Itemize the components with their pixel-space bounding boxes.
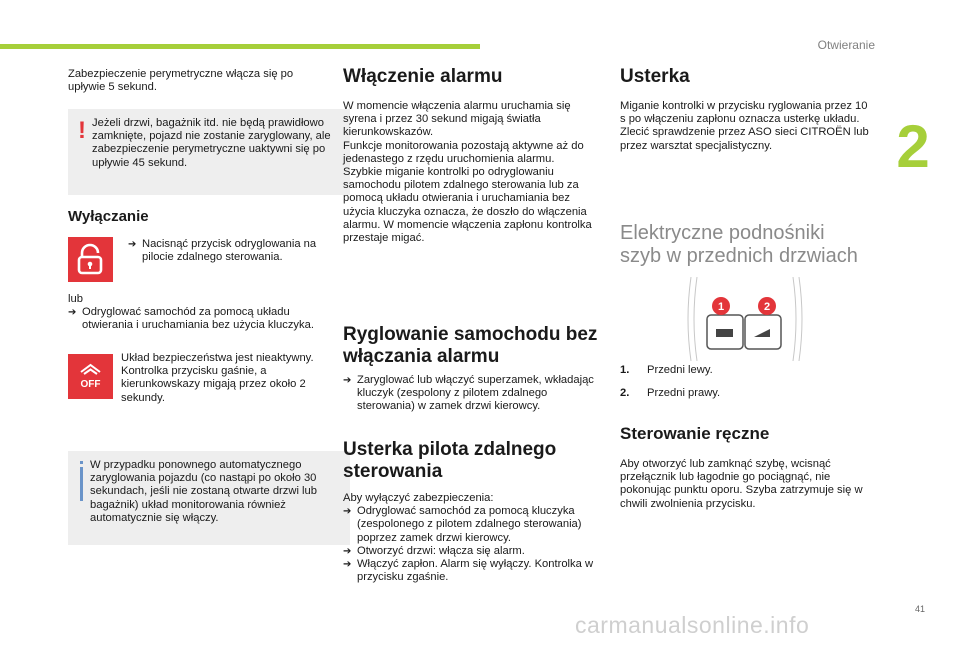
fault-text: Miganie kontrolki w przycisku ryglowania przez 10 s po włączeniu zapłonu oznacza usterkę układu. Zlecić sprawdzenie przez ASO sieci CITROËN lub przez warsztat specjalistyczny. — [620, 100, 869, 152]
off-text: Układ bezpieczeństwa jest nieaktywny. Kontrolka przycisku gaśnie, a kierunkowskazy migają przez około 2 sekundy. — [121, 352, 314, 404]
legend-item: 2. Przedni prawy. — [620, 387, 721, 399]
svg-text:OFF: OFF — [80, 379, 101, 390]
bullet-arrow-icon: ➔ — [343, 559, 352, 571]
unlock-padlock-icon — [68, 237, 113, 282]
page-number: 41 — [914, 604, 925, 614]
chapter-number: 2 — [896, 113, 930, 180]
window-switch-icon — [683, 277, 807, 361]
warning-box — [68, 109, 350, 195]
section-name: Otwieranie — [817, 38, 875, 52]
bullet-arrow-icon: ➔ — [128, 239, 137, 250]
lock-title: Ryglowanie samochodu bez włączania alarmu — [343, 324, 598, 367]
remote-title: Usterka pilota zdalnego sterowania — [343, 439, 557, 482]
remote-section: Aby wyłączyć zabezpieczenia: ➔ Odryglować samochód za pomocą kluczyka (zespolonego z pilotem zdalnego sterowania) poprzez zamek drzwi kierowcy. ➔ Otworzyć drzwi: włącza się alarm. ➔ Włączyć zapłon. Alarm się wyłączy. Kontrolka w przycisku zgaśnie. — [343, 492, 599, 584]
watermark: carmanualsonline.info — [575, 612, 810, 638]
remote-step: ➔ Włączyć zapłon. Alarm się wyłączy. Kontrolka w przycisku zgaśnie. — [343, 558, 594, 584]
lock-step: ➔ Zaryglować lub włączyć superzamek, wkładając kluczyk (zespolony z pilotem zdalnego sterowania) w zamek drzwi kierowcy. — [343, 374, 594, 413]
alarm-title: Włączenie alarmu — [343, 66, 503, 87]
remote-step: ➔ Odryglować samochód za pomocą kluczyka (zespolonego z pilotem zdalnego sterowania) poprzez zamek drzwi kierowcy. — [343, 505, 582, 544]
callout-2: 2 — [763, 301, 771, 313]
warning-icon: ! — [78, 117, 86, 144]
header-accent-bar — [0, 44, 480, 49]
info-text: W przypadku ponownego automatycznego zaryglowania pojazdu (co nastąpi po około 30 sekundach, jeśli nie zostaną otwarte drzwi lub bagażnik) układ monitorowania również automatycznie się włączy. — [90, 459, 317, 524]
disable-step: ➔ Nacisnąć przycisk odryglowania na pilocie zdalnego sterowania. — [128, 238, 317, 264]
manual-title: Sterowanie ręczne — [620, 424, 770, 443]
manual-text: Aby otworzyć lub zamknąć szybę, wcisnąć przełącznik lub łagodnie go pociągnąć, nie pokonując punktu oporu. Szyba zatrzymuje się w chwili zwolnienia przycisku. — [620, 458, 863, 510]
windows-title: Elektryczne podnośniki szyb w przednich drzwiach — [620, 222, 858, 267]
bullet-arrow-icon: ➔ — [343, 545, 352, 557]
bullet-arrow-icon: ➔ — [68, 307, 77, 318]
alarm-text: W momencie włączenia alarmu uruchamia się syrena i przez 30 sekund migają światła kierunkowskazów. Funkcje monitorowania pozostają aktywne aż do jedenastego z rzędu uruchomienia alarmu. Szybkie miganie kontrolki po odryglowaniu samochodu pilotem zdalnego sterowania lub za pomocą układu otwierania i uruchamiania bez użycia kluczyka oznacza, że doszło do włączenia alarmu. W momencie włączenia zapłonu kontrolka przestaje migać. — [343, 100, 592, 245]
fault-title: Usterka — [620, 66, 690, 87]
alt-step: ➔ Odryglować samochód za pomocą układu otwierania i uruchamiania bez użycia kluczyka. — [68, 306, 314, 332]
alarm-off-icon — [68, 354, 113, 399]
callout-1: 1 — [717, 301, 725, 313]
info-icon — [80, 461, 83, 464]
or-text: lub — [68, 293, 83, 305]
warning-text: Jeżeli drzwi, bagażnik itd. nie będą prawidłowo zamknięte, pojazd nie zostanie zaryglowany, ale zabezpieczenie perymetryczne uaktywni się po upływie 45 sekund. — [92, 117, 331, 169]
remote-step: ➔ Otworzyć drzwi: włącza się alarm. — [343, 544, 525, 557]
legend-item: 1. Przedni lewy. — [620, 364, 713, 376]
bullet-arrow-icon: ➔ — [343, 375, 352, 386]
info-box — [68, 451, 350, 545]
bullet-arrow-icon: ➔ — [343, 506, 352, 518]
intro-text: Zabezpieczenie perymetryczne włącza się po upływie 5 sekund. — [68, 68, 294, 94]
disable-title: Wyłączanie — [68, 208, 149, 225]
